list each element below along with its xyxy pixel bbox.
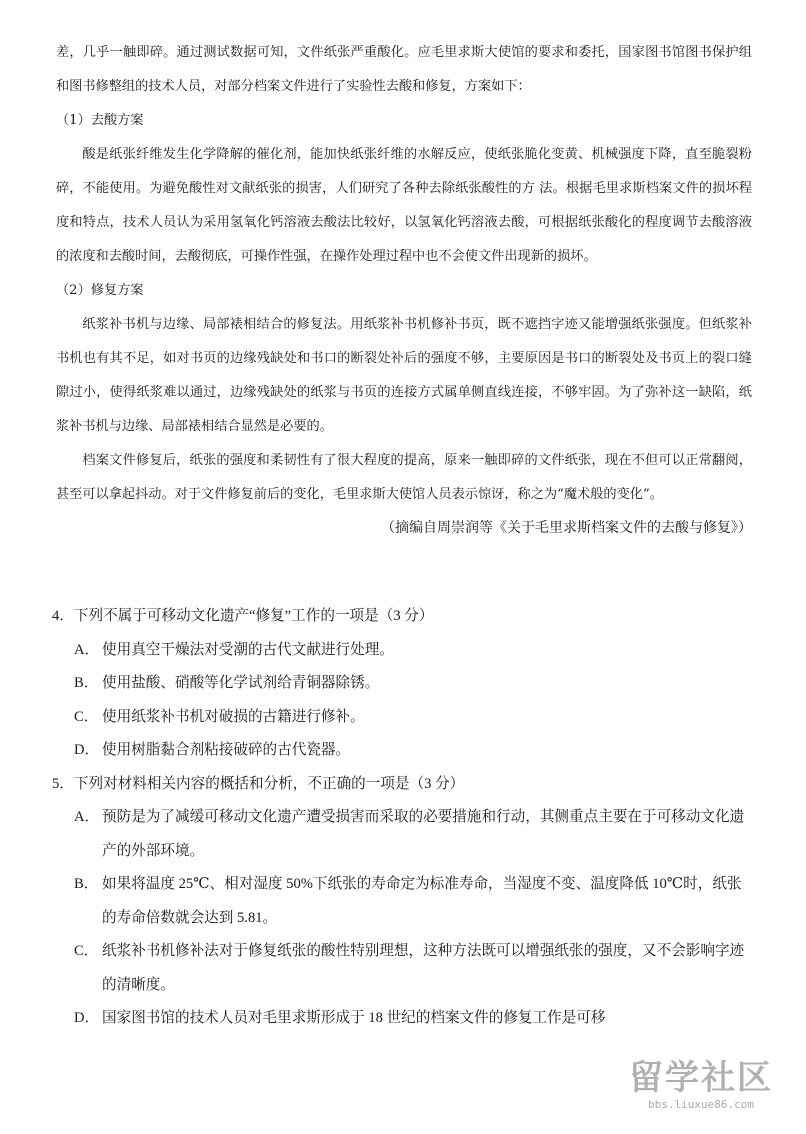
section-title-repair: （2）修复方案: [56, 283, 144, 298]
option-text: 使用真空干燥法对受潮的古代文献进行处理。: [102, 641, 394, 658]
option-text: 国家图书馆的技术人员对毛里求斯形成于 18 世纪的档案文件的修复工作是可移: [102, 1010, 606, 1026]
section-body-repair: 纸浆补书机与边缘、局部裱相结合的修复法。用纸浆补书机修补书页，既不遮挡字迹又能增强纸张强度。但纸浆补书机也有其不足，如对书页的边缘残缺处和书口的断裂处补后的强度不够，主要原因是书口的断裂处及书页上的裂口缝隙过小，使得纸浆难以通过，边缘残缺处的纸浆与书页的连接方式属单侧直线连接，不够牢固。为了弥补这一缺陷，纸浆补书机与边缘、局部裱相结合显然是必要的。: [56, 317, 752, 434]
option-text: 如果将温度 25℃、相对湿度 50%下纸张的寿命定为标准寿命，当湿度不变、温度降低 10℃时，纸张的寿命倍数就会达到 5.81。: [102, 876, 742, 926]
watermark-logo: [616, 1058, 786, 1126]
passage-conclusion: 档案文件修复后，纸张的强度和柔韧性有了很大程度的提高，原来一触即碎的文件纸张，现在不但可以正常翻阅，甚至可以拿起抖动。对于文件修复前后的变化，毛里求斯大使馆人员表示惊讶，称之为“魔术般的变化”。: [56, 453, 752, 502]
watermark-text: 留学社区: [629, 1058, 773, 1098]
section-title-deacidification: （1）去酸方案: [56, 113, 144, 128]
option-d: [74, 734, 756, 768]
option-text: 使用纸浆补书机对破损的古籍进行修补。: [102, 708, 365, 725]
option-text: 纸浆补书机修补法对于修复纸张的酸性特别理想，这种方法既可以增强纸张的强度，又不会影响字迹的清晰度。: [102, 943, 745, 993]
section-body-deacidification: 酸是纸张纤维发生化学降解的催化剂，能加快纸张纤维的水解反应，使纸张脆化变黄、机械强度下降，直至脆裂粉碎，不能使用。为避免酸性对文献纸张的损害，人们研究了各种去除纸张酸性的方 法。根据毛里求斯档案文件的损坏程度和特点，技术人员认为采用氢氧化钙溶液去酸法比较好，以氢氧化钙溶液去酸，可根据纸张酸化的程度调节去酸溶液的浓度和去酸时间，去酸彻底，可操作性强，在操作处理过程中也不会使文件出现新的损坏。: [56, 147, 752, 264]
option-text: 预防是为了减缓可移动文化遗产遭受损害而采取的必要措施和行动，其侧重点主要在于可移动文化遗产的外部环境。: [102, 809, 745, 859]
option-c: [74, 701, 756, 735]
question-5: [52, 768, 756, 1036]
option-letter: D．: [74, 1010, 100, 1026]
passage-source: （摘编自周崇润等《关于毛里求斯档案文件的去酸与修复》）: [381, 521, 752, 536]
option-letter: D．: [74, 742, 100, 758]
question-list: [52, 600, 756, 1036]
option-letter: B．: [74, 876, 99, 892]
watermark-url: bbs.liuxue86.com: [648, 1098, 754, 1111]
question-stem: 5．下列对材料相关内容的概括和分析，不正确的一项是（3 分）: [52, 775, 465, 792]
option-letter: C．: [74, 943, 99, 959]
option-text: 使用树脂黏合剂粘接破碎的古代瓷器。: [102, 742, 351, 758]
question-stem: 4．下列不属于可移动文化遗产“修复”工作的一项是（3 分）: [52, 608, 434, 624]
question-4: [52, 600, 756, 768]
passage-intro: 差，几乎一触即碎。通过测试数据可知，文件纸张严重酸化。应毛里求斯大使馆的要求和委托，国家图书馆图书保护组和图书修整组的技术人员，对部分档案文件进行了实验性去酸和修复，方案如下：: [56, 45, 752, 94]
option-letter: A．: [74, 641, 100, 658]
option-text: 使用盐酸、硝酸等化学试剂给青铜器除锈。: [102, 675, 380, 691]
option-letter: B．: [74, 675, 99, 691]
option-d: [74, 1002, 756, 1036]
option-a: [74, 801, 756, 868]
option-letter: C．: [74, 708, 99, 725]
reading-passage: [56, 36, 752, 546]
option-c: [74, 935, 756, 1002]
option-letter: A．: [74, 809, 100, 825]
option-a: [74, 634, 756, 668]
option-b: [74, 868, 756, 935]
option-b: [74, 667, 756, 701]
